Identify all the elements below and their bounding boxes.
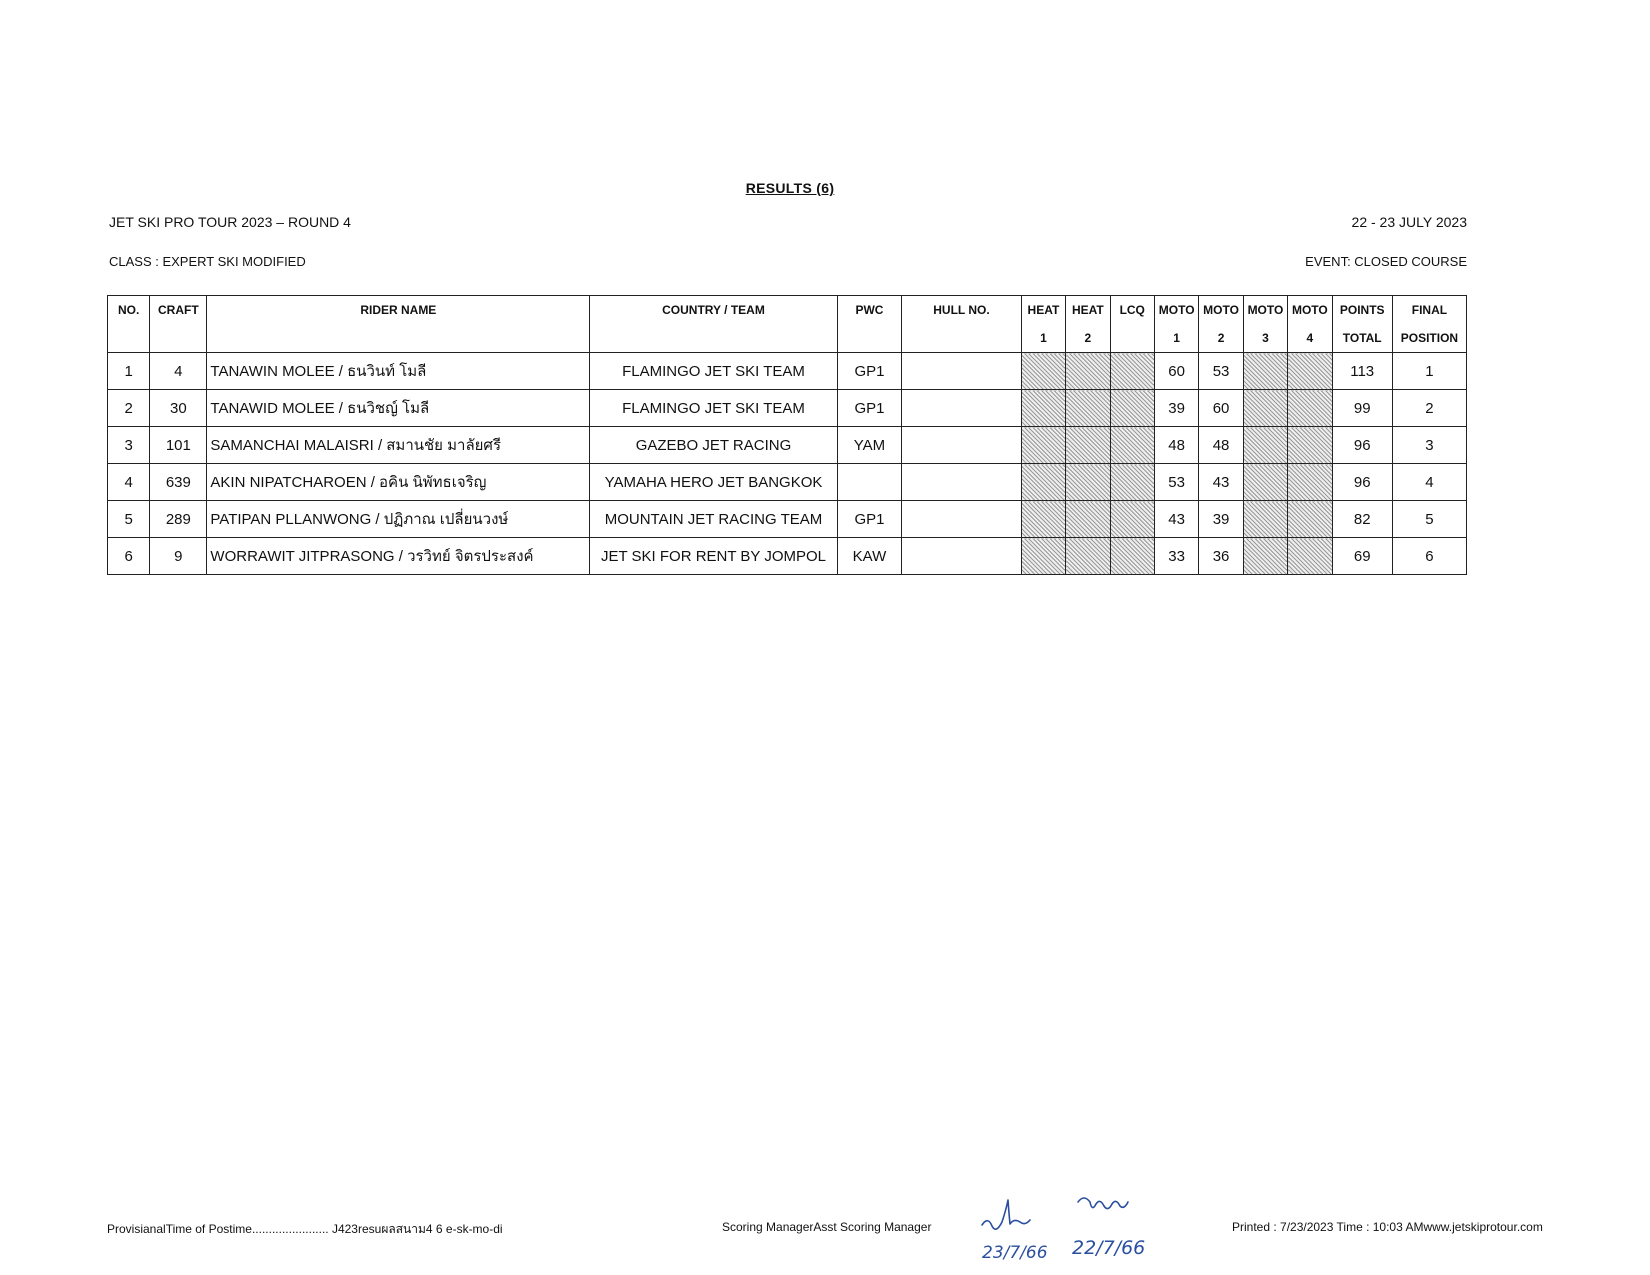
cell-moto-2: 53 bbox=[1199, 353, 1243, 390]
cell-heat-2-hatched bbox=[1066, 538, 1110, 575]
cell-heat-1-hatched bbox=[1021, 501, 1065, 538]
header-moto-2-sub: 2 bbox=[1199, 324, 1243, 353]
cell-moto-1: 48 bbox=[1154, 427, 1198, 464]
cell-no: 5 bbox=[108, 501, 150, 538]
cell-pwc: GP1 bbox=[837, 353, 902, 390]
cell-final-position: 3 bbox=[1392, 427, 1466, 464]
cell-moto-2: 48 bbox=[1199, 427, 1243, 464]
footer-scoring-managers: Scoring ManagerAsst Scoring Manager bbox=[722, 1220, 932, 1234]
cell-heat-2-hatched bbox=[1066, 501, 1110, 538]
cell-team: FLAMINGO JET SKI TEAM bbox=[590, 353, 837, 390]
cell-rider-name: PATIPAN PLLANWONG / ปฏิภาณ เปลี่ยนวงษ์ bbox=[207, 501, 590, 538]
table-row bbox=[108, 427, 1467, 464]
signature-2-stroke bbox=[1078, 1198, 1128, 1209]
cell-team: GAZEBO JET RACING bbox=[590, 427, 837, 464]
class-label: CLASS : EXPERT SKI MODIFIED bbox=[109, 254, 306, 269]
cell-moto-2: 36 bbox=[1199, 538, 1243, 575]
header-moto-2: MOTO bbox=[1199, 296, 1243, 325]
cell-craft: 4 bbox=[150, 353, 207, 390]
cell-no: 4 bbox=[108, 464, 150, 501]
cell-rider-name: TANAWIN MOLEE / ธนวินท์ โมลี bbox=[207, 353, 590, 390]
cell-moto-4-hatched bbox=[1288, 464, 1332, 501]
cell-lcq-hatched bbox=[1110, 353, 1154, 390]
cell-pwc: GP1 bbox=[837, 390, 902, 427]
cell-moto-2: 60 bbox=[1199, 390, 1243, 427]
cell-lcq-hatched bbox=[1110, 538, 1154, 575]
cell-moto-1: 60 bbox=[1154, 353, 1198, 390]
page-title: RESULTS (6) bbox=[745, 180, 835, 196]
cell-rider-name: AKIN NIPATCHAROEN / อคิน นิพัทธเจริญ bbox=[207, 464, 590, 501]
cell-rider-name: TANAWID MOLEE / ธนวิชญ์ โมลี bbox=[207, 390, 590, 427]
cell-heat-1-hatched bbox=[1021, 538, 1065, 575]
cell-team: YAMAHA HERO JET BANGKOK bbox=[590, 464, 837, 501]
event-name: JET SKI PRO TOUR 2023 – ROUND 4 bbox=[109, 214, 351, 230]
table-row bbox=[108, 501, 1467, 538]
cell-no: 2 bbox=[108, 390, 150, 427]
signature-1-date: 23/7/66 bbox=[982, 1243, 1048, 1263]
cell-no: 1 bbox=[108, 353, 150, 390]
cell-points-total: 82 bbox=[1332, 501, 1392, 538]
cell-heat-1-hatched bbox=[1021, 427, 1065, 464]
header-points: POINTS bbox=[1332, 296, 1392, 325]
cell-heat-2-hatched bbox=[1066, 464, 1110, 501]
cell-pwc: KAW bbox=[837, 538, 902, 575]
cell-craft: 639 bbox=[150, 464, 207, 501]
event-type-label: EVENT: CLOSED COURSE bbox=[1305, 254, 1467, 269]
cell-points-total: 69 bbox=[1332, 538, 1392, 575]
cell-heat-2-hatched bbox=[1066, 353, 1110, 390]
cell-moto-1: 33 bbox=[1154, 538, 1198, 575]
cell-moto-3-hatched bbox=[1243, 464, 1287, 501]
header-heat-2-sub: 2 bbox=[1066, 324, 1110, 353]
header-final: FINAL bbox=[1392, 296, 1466, 325]
header-no-sub bbox=[108, 324, 150, 353]
header-hull-no-sub bbox=[902, 324, 1022, 353]
cell-heat-1-hatched bbox=[1021, 390, 1065, 427]
cell-points-total: 96 bbox=[1332, 427, 1392, 464]
cell-rider-name: SAMANCHAI MALAISRI / สมานชัย มาลัยศรี bbox=[207, 427, 590, 464]
header-moto-4: MOTO bbox=[1288, 296, 1332, 325]
cell-hull-no bbox=[902, 501, 1022, 538]
header-rider-name: RIDER NAME bbox=[207, 296, 590, 325]
cell-moto-1: 39 bbox=[1154, 390, 1198, 427]
table-row bbox=[108, 464, 1467, 501]
cell-craft: 30 bbox=[150, 390, 207, 427]
cell-final-position: 4 bbox=[1392, 464, 1466, 501]
header-moto-4-sub: 4 bbox=[1288, 324, 1332, 353]
cell-hull-no bbox=[902, 538, 1022, 575]
cell-rider-name: WORRAWIT JITPRASONG / วรวิทย์ จิตรประสงค์ bbox=[207, 538, 590, 575]
cell-lcq-hatched bbox=[1110, 464, 1154, 501]
signature-2-date: 22/7/66 bbox=[1072, 1237, 1146, 1259]
cell-moto-2: 39 bbox=[1199, 501, 1243, 538]
cell-final-position: 2 bbox=[1392, 390, 1466, 427]
header-heat-2: HEAT bbox=[1066, 296, 1110, 325]
header-no: NO. bbox=[108, 296, 150, 325]
header-rider-name-sub bbox=[207, 324, 590, 353]
cell-final-position: 5 bbox=[1392, 501, 1466, 538]
cell-craft: 289 bbox=[150, 501, 207, 538]
cell-moto-3-hatched bbox=[1243, 353, 1287, 390]
cell-moto-1: 43 bbox=[1154, 501, 1198, 538]
table-row bbox=[108, 538, 1467, 575]
cell-no: 3 bbox=[108, 427, 150, 464]
cell-moto-3-hatched bbox=[1243, 427, 1287, 464]
cell-points-total: 113 bbox=[1332, 353, 1392, 390]
cell-team: JET SKI FOR RENT BY JOMPOL bbox=[590, 538, 837, 575]
cell-no: 6 bbox=[108, 538, 150, 575]
cell-craft: 9 bbox=[150, 538, 207, 575]
cell-heat-2-hatched bbox=[1066, 427, 1110, 464]
header-hull-no: HULL NO. bbox=[902, 296, 1022, 325]
handwritten-signatures bbox=[980, 1180, 1160, 1265]
cell-hull-no bbox=[902, 353, 1022, 390]
header-craft-sub bbox=[150, 324, 207, 353]
cell-team: FLAMINGO JET SKI TEAM bbox=[590, 390, 837, 427]
header-moto-1-sub: 1 bbox=[1154, 324, 1198, 353]
cell-team: MOUNTAIN JET RACING TEAM bbox=[590, 501, 837, 538]
cell-points-total: 99 bbox=[1332, 390, 1392, 427]
footer-printed-info: Printed : 7/23/2023 Time : 10:03 AMwww.jetskiprotour.com bbox=[1232, 1220, 1543, 1234]
header-country-team: COUNTRY / TEAM bbox=[590, 296, 837, 325]
cell-heat-1-hatched bbox=[1021, 464, 1065, 501]
cell-pwc bbox=[837, 464, 902, 501]
header-craft: CRAFT bbox=[150, 296, 207, 325]
cell-pwc: YAM bbox=[837, 427, 902, 464]
header-moto-3-sub: 3 bbox=[1243, 324, 1287, 353]
cell-moto-2: 43 bbox=[1199, 464, 1243, 501]
cell-hull-no bbox=[902, 390, 1022, 427]
cell-moto-4-hatched bbox=[1288, 390, 1332, 427]
signature-1-stroke bbox=[982, 1200, 1030, 1229]
header-final-sub: POSITION bbox=[1392, 324, 1466, 353]
cell-points-total: 96 bbox=[1332, 464, 1392, 501]
cell-moto-1: 53 bbox=[1154, 464, 1198, 501]
header-heat-1-sub: 1 bbox=[1021, 324, 1065, 353]
table-row bbox=[108, 390, 1467, 427]
cell-lcq-hatched bbox=[1110, 501, 1154, 538]
cell-pwc: GP1 bbox=[837, 501, 902, 538]
cell-moto-4-hatched bbox=[1288, 538, 1332, 575]
cell-moto-4-hatched bbox=[1288, 501, 1332, 538]
cell-moto-3-hatched bbox=[1243, 390, 1287, 427]
cell-moto-3-hatched bbox=[1243, 538, 1287, 575]
cell-heat-2-hatched bbox=[1066, 390, 1110, 427]
header-pwc-sub bbox=[837, 324, 902, 353]
header-pwc: PWC bbox=[837, 296, 902, 325]
cell-craft: 101 bbox=[150, 427, 207, 464]
cell-final-position: 1 bbox=[1392, 353, 1466, 390]
cell-hull-no bbox=[902, 427, 1022, 464]
event-date: 22 - 23 JULY 2023 bbox=[1351, 214, 1467, 230]
header-moto-3: MOTO bbox=[1243, 296, 1287, 325]
table-row bbox=[108, 353, 1467, 390]
header-lcq-sub bbox=[1110, 324, 1154, 353]
cell-lcq-hatched bbox=[1110, 427, 1154, 464]
header-lcq: LCQ bbox=[1110, 296, 1154, 325]
header-moto-1: MOTO bbox=[1154, 296, 1198, 325]
cell-lcq-hatched bbox=[1110, 390, 1154, 427]
header-country-team-sub bbox=[590, 324, 837, 353]
cell-hull-no bbox=[902, 464, 1022, 501]
results-table bbox=[107, 295, 1467, 575]
cell-moto-4-hatched bbox=[1288, 427, 1332, 464]
header-points-sub: TOTAL bbox=[1332, 324, 1392, 353]
cell-final-position: 6 bbox=[1392, 538, 1466, 575]
header-heat-1: HEAT bbox=[1021, 296, 1065, 325]
cell-heat-1-hatched bbox=[1021, 353, 1065, 390]
cell-moto-3-hatched bbox=[1243, 501, 1287, 538]
footer-provisional-note: ProvisianalTime of Postime....................... J423resuผลสนาม4 6 e-sk-mo-di bbox=[107, 1222, 503, 1236]
cell-moto-4-hatched bbox=[1288, 353, 1332, 390]
